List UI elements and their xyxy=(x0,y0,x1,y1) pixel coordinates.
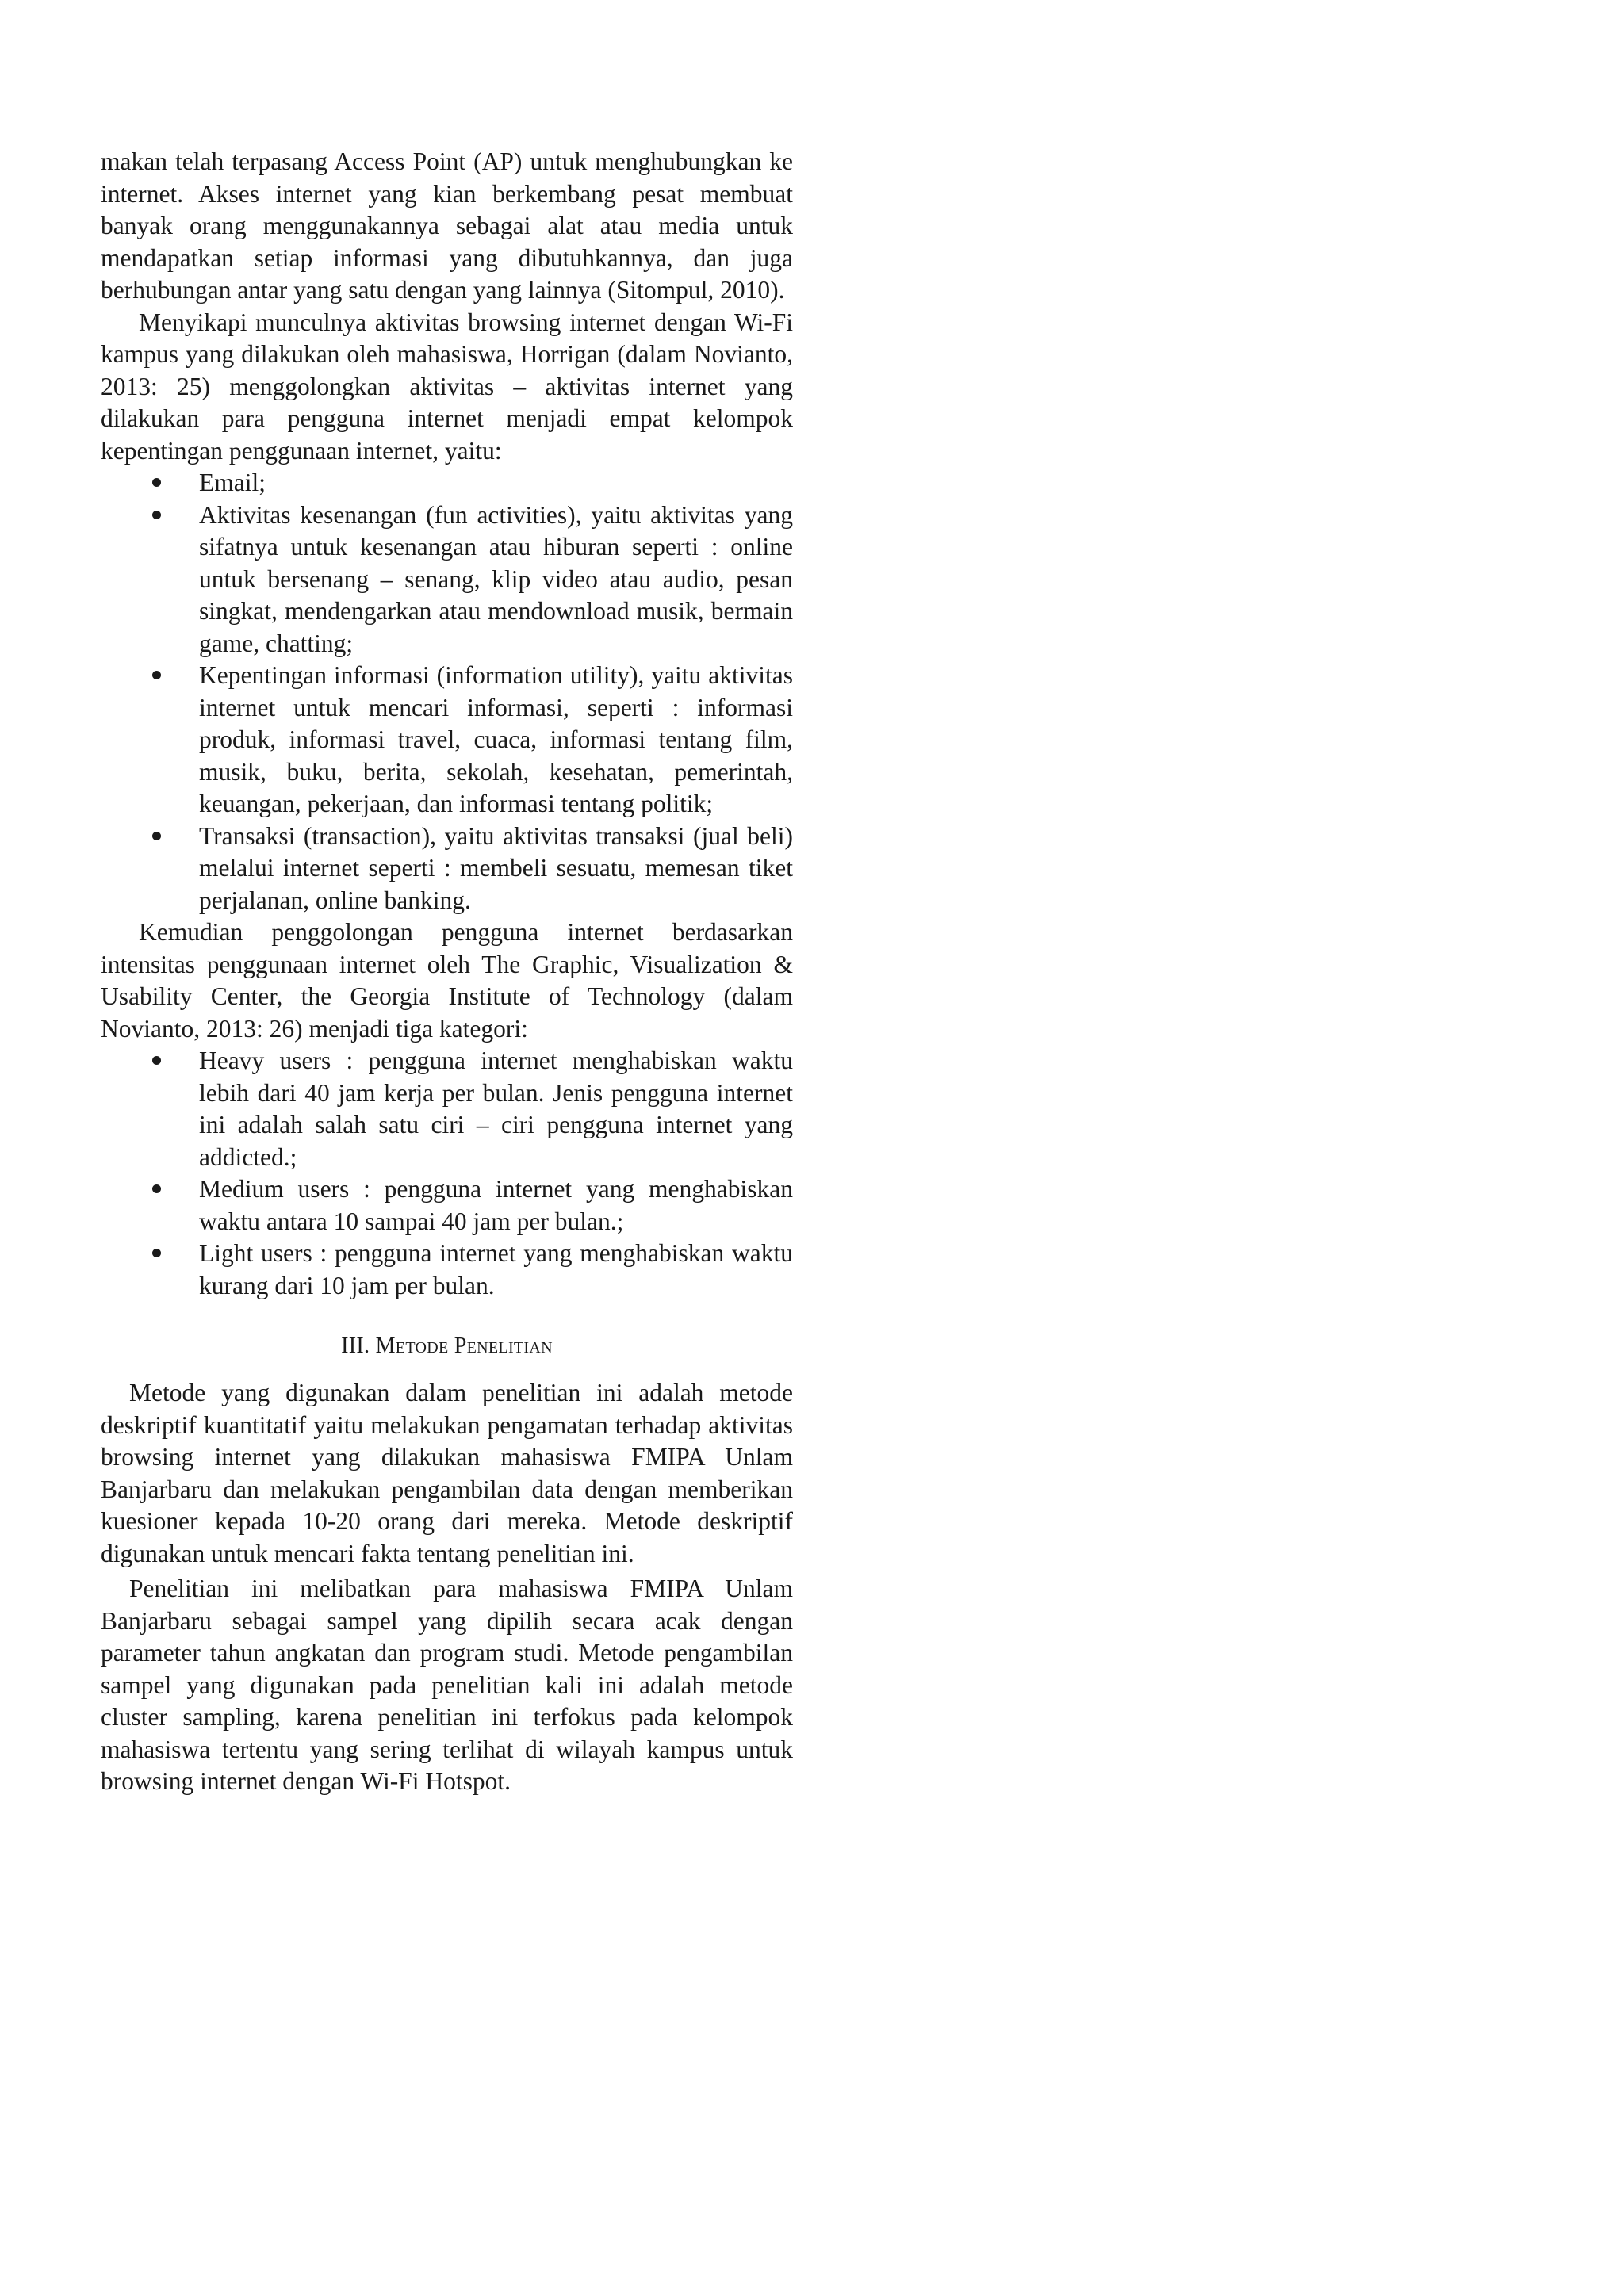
bullet-icon xyxy=(148,1238,164,1270)
list-item xyxy=(101,821,793,917)
section-heading xyxy=(101,1330,793,1362)
list-item xyxy=(101,1045,793,1173)
bullet-icon xyxy=(148,499,164,532)
list-item-text: Transaksi (transaction), yaitu aktivitas transaksi (jual beli) melalui internet seperti : membeli sesuatu, memesan tiket perjalanan, online banking. xyxy=(199,821,793,914)
activity-list xyxy=(101,467,793,916)
list-item xyxy=(101,1238,793,1302)
paragraph-intensity: Kemudian penggolongan pengguna internet berdasarkan intensitas penggunaan internet oleh The Graphic, Visualization & Usability Center, the Georgia Institute of Technology (dalam Novianto, 2013: 26) menjadi tiga kategori: xyxy=(101,918,793,1043)
list-item-text: Light users : pengguna internet yang menghabiskan waktu kurang dari 10 jam per bulan. xyxy=(199,1239,793,1299)
list-item xyxy=(101,467,793,499)
list-item xyxy=(101,660,793,821)
text-column xyxy=(101,146,793,1798)
bullet-icon xyxy=(148,1045,164,1077)
paragraph-access-point: makan telah terpasang Access Point (AP) untuk menghubungkan ke internet. Akses internet yang kian berkembang pesat membuat banyak orang menggunakannya sebagai alat atau media untuk mendapatkan setiap informasi yang dibutuhkannya, dan juga berhubungan antar yang satu dengan yang lainnya (Sitompul, 2010). xyxy=(101,147,793,304)
list-item-text: Kepentingan informasi (information utility), yaitu aktivitas internet untuk mencari informasi, seperti : informasi produk, informasi travel, cuaca, informasi tentang film, musik, buku, berita, sekolah, kesehatan, pemerintah, keuangan, pekerjaan, dan informasi tentang politik; xyxy=(199,661,793,817)
list-item xyxy=(101,1173,793,1238)
bullet-icon xyxy=(148,1173,164,1206)
list-item-text: Email; xyxy=(199,469,266,496)
list-item-text: Heavy users : pengguna internet menghabiskan waktu lebih dari 40 jam kerja per bulan. Jenis pengguna internet ini adalah salah satu ciri – ciri pengguna internet yang addicted.; xyxy=(199,1047,793,1171)
paragraph-horrigan: Menyikapi munculnya aktivitas browsing internet dengan Wi-Fi kampus yang dilakukan oleh mahasiswa, Horrigan (dalam Novianto, 2013: 25) menggolongkan aktivitas – aktivitas internet yang dilakukan para pengguna internet menjadi empat kelompok kepentingan penggunaan internet, yaitu: xyxy=(101,308,793,465)
paragraph-method: Metode yang digunakan dalam penelitian ini adalah metode deskriptif kuantitatif yaitu melakukan pengamatan terhadap aktivitas browsing internet yang dilakukan mahasiswa FMIPA Unlam Banjarbaru dan melakukan pengambilan data dengan memberikan kuesioner kepada 10-20 orang dari mereka. Metode deskriptif digunakan untuk mencari fakta tentang penelitian ini. xyxy=(101,1379,793,1567)
paragraph-sampling: Penelitian ini melibatkan para mahasiswa FMIPA Unlam Banjarbaru sebagai sampel yang dipilih secara acak dengan parameter tahun angkatan dan program studi. Metode pengambilan sampel yang digunakan pada penelitian kali ini adalah metode cluster sampling, karena penelitian ini terfokus pada kelompok mahasiswa tertentu yang sering terlihat di wilayah kampus untuk browsing internet dengan Wi-Fi Hotspot. xyxy=(101,1575,793,1795)
list-item-text: Medium users : pengguna internet yang menghabiskan waktu antara 10 sampai 40 jam per bulan.; xyxy=(199,1175,793,1235)
section-title: Metode Penelitian xyxy=(375,1334,553,1358)
bullet-icon xyxy=(148,467,164,499)
bullet-icon xyxy=(148,821,164,853)
user-category-list xyxy=(101,1045,793,1302)
section-number: III. xyxy=(341,1334,370,1358)
list-item-text: Aktivitas kesenangan (fun activities), yaitu aktivitas yang sifatnya untuk kesenangan atau hiburan seperti : online untuk bersenang – senang, klip video atau audio, pesan singkat, mendengarkan atau mendownload musik, bermain game, chatting; xyxy=(199,500,793,657)
bullet-icon xyxy=(148,660,164,692)
list-item xyxy=(101,499,793,660)
